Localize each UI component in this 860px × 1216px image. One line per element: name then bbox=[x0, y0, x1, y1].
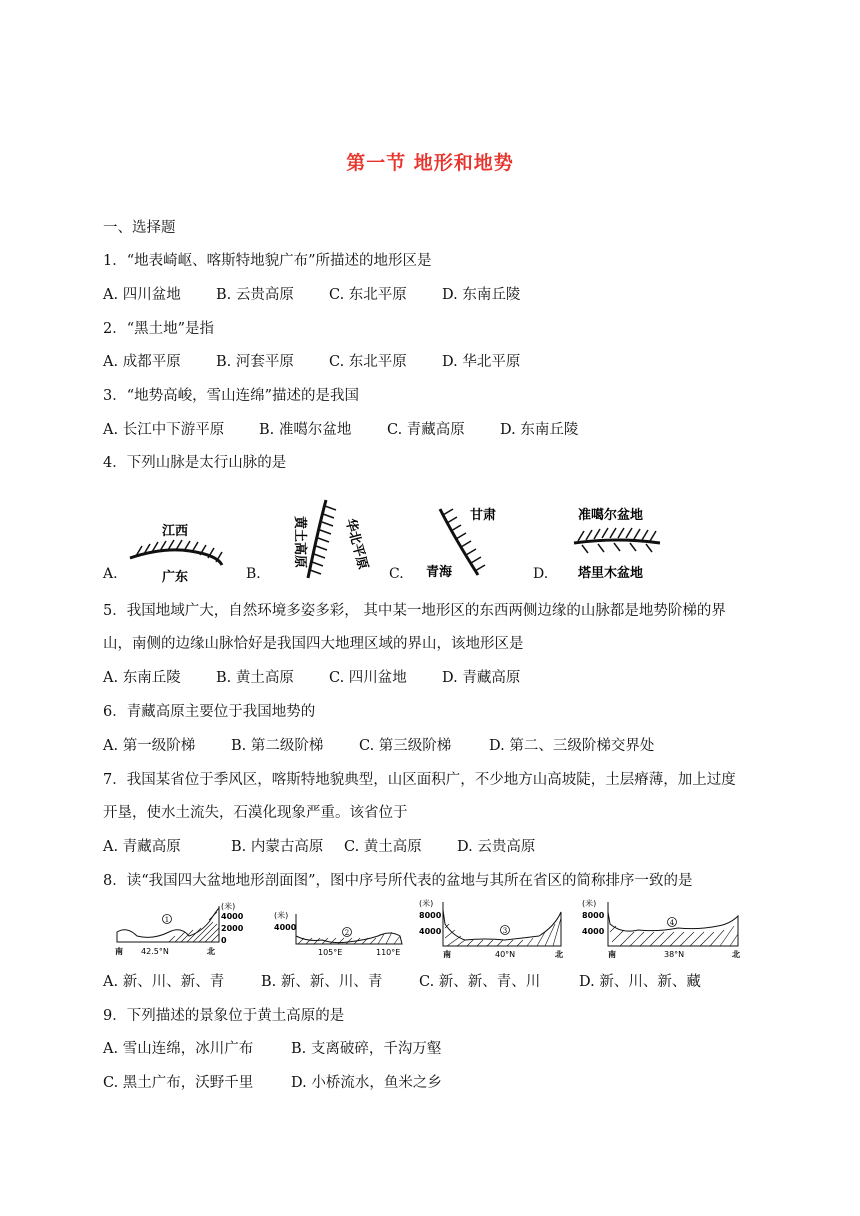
direction-label-south: 南 bbox=[443, 950, 451, 959]
option-c[interactable]: C. 新、新、青、川 bbox=[419, 974, 541, 990]
question-6-options bbox=[103, 736, 654, 756]
option-a[interactable]: A. 青藏高原 bbox=[103, 839, 181, 855]
question-7-options bbox=[103, 837, 535, 857]
option-a[interactable]: A. 四川盆地 bbox=[103, 287, 181, 303]
option-b[interactable]: B. 河套平原 bbox=[216, 354, 294, 370]
option-b[interactable]: B. 第二级阶梯 bbox=[231, 738, 324, 754]
question-1-options bbox=[103, 285, 520, 305]
basin-profile-2 bbox=[272, 910, 412, 958]
option-d[interactable]: D. 小桥流水，鱼米之乡 bbox=[291, 1075, 442, 1091]
map-label: 甘肃 bbox=[470, 508, 497, 523]
direction-label-north: 北 bbox=[555, 950, 563, 959]
question-5-options bbox=[103, 668, 520, 688]
option-b[interactable]: B. bbox=[246, 566, 261, 582]
option-d[interactable]: D. 青藏高原 bbox=[442, 670, 521, 686]
option-a[interactable]: A. bbox=[103, 566, 118, 582]
axis-tick-label: 2000 bbox=[221, 924, 244, 933]
question-9-stem: 9．下列描述的景象位于黄土高原的是 bbox=[103, 1008, 345, 1024]
q4-figure-b bbox=[274, 490, 374, 585]
q4-figure-a bbox=[118, 515, 238, 585]
section-heading: 一、选择题 bbox=[103, 220, 176, 236]
option-a[interactable]: A. 成都平原 bbox=[103, 354, 181, 370]
option-b[interactable]: B. 黄土高原 bbox=[216, 670, 294, 686]
question-5-stem-cont: 山，南侧的边缘山脉恰好是我国四大地理区域的界山，该地形区是 bbox=[103, 636, 524, 652]
direction-label-north: 北 bbox=[207, 947, 215, 956]
question-8-options bbox=[103, 972, 701, 992]
option-c[interactable]: C. 四川盆地 bbox=[329, 670, 407, 686]
page-title: 第一节 地形和地势 bbox=[346, 152, 514, 174]
option-c[interactable]: C. bbox=[389, 566, 404, 582]
profile-number-label: 1 bbox=[164, 916, 170, 924]
option-b[interactable]: B. 内蒙古高原 bbox=[231, 839, 324, 855]
mountain-ridge-line bbox=[308, 500, 326, 578]
option-b[interactable]: B. 新、新、川、青 bbox=[261, 974, 383, 990]
option-d[interactable]: D. 东南丘陵 bbox=[500, 422, 579, 438]
option-b[interactable]: B. 支离破碎，千沟万壑 bbox=[291, 1041, 442, 1057]
longitude-label: 110°E bbox=[376, 948, 401, 957]
option-a[interactable]: A. 第一级阶梯 bbox=[103, 738, 196, 754]
map-label: 塔里木盆地 bbox=[578, 566, 644, 581]
option-c[interactable]: C. 第三级阶梯 bbox=[359, 738, 452, 754]
question-9-options-row2 bbox=[103, 1073, 442, 1093]
option-d[interactable]: D. 东南丘陵 bbox=[442, 287, 521, 303]
question-7-stem-cont: 开垦，使水土流失，石漠化现象严重。该省位于 bbox=[103, 805, 408, 821]
question-3-options bbox=[103, 420, 578, 440]
map-label: 准噶尔盆地 bbox=[578, 508, 644, 523]
question-8-stem: 8．读“我国四大盆地地形剖面图”，图中序号所代表的盆地与其所在省区的简称排序一致的是 bbox=[103, 873, 693, 889]
question-2-options bbox=[103, 352, 520, 372]
option-a[interactable]: A. 新、川、新、青 bbox=[103, 974, 225, 990]
map-label bbox=[292, 516, 308, 568]
profile-number-label: 2 bbox=[344, 929, 350, 937]
option-d[interactable]: D. 华北平原 bbox=[442, 354, 521, 370]
option-d[interactable]: D. bbox=[533, 566, 549, 582]
basin-profile-4 bbox=[578, 898, 748, 960]
question-1-stem: 1．“地表崎岖、喀斯特地貌广布”所描述的地形区是 bbox=[103, 253, 432, 269]
map-label: 江西 bbox=[162, 524, 189, 539]
question-9-options-row1 bbox=[103, 1039, 441, 1059]
latitude-label: 38°N bbox=[664, 950, 685, 959]
option-d[interactable]: D. 新、川、新、藏 bbox=[579, 974, 701, 990]
map-label bbox=[342, 517, 371, 571]
profile-number-label: 4 bbox=[669, 919, 675, 927]
question-7-stem: 7．我国某省位于季风区，喀斯特地貌典型，山区面积广，不少地方山高坡陡，土层瘠薄，加上过度 bbox=[103, 772, 736, 788]
option-a[interactable]: A. 长江中下游平原 bbox=[103, 422, 225, 438]
mountain-ridge-line bbox=[574, 540, 660, 543]
question-3-stem: 3．“地势高峻，雪山连绵”描述的是我国 bbox=[103, 388, 360, 404]
question-4-stem: 4．下列山脉是太行山脉的是 bbox=[103, 455, 287, 471]
q4-figure-d bbox=[568, 503, 678, 585]
direction-label-north: 北 bbox=[732, 950, 740, 959]
option-d[interactable]: D. 云贵高原 bbox=[457, 839, 536, 855]
axis-unit-label: (米) bbox=[419, 899, 434, 908]
axis-tick-label: 4000 bbox=[419, 927, 442, 936]
axis-tick-label: 4000 bbox=[582, 927, 605, 936]
latitude-label: 42.5°N bbox=[141, 947, 169, 956]
axis-tick-label: 4000 bbox=[221, 912, 244, 921]
axis-tick-label: 8000 bbox=[582, 911, 605, 920]
axis-tick-label: 0 bbox=[221, 936, 227, 945]
question-6-stem: 6．青藏高原主要位于我国地势的 bbox=[103, 704, 316, 720]
profile-number-label: 3 bbox=[502, 927, 508, 935]
option-c[interactable]: C. 青藏高原 bbox=[387, 422, 465, 438]
axis-unit-label: (米) bbox=[582, 899, 597, 908]
axis-tick-label: 4000 bbox=[274, 923, 297, 932]
svg-text:黄土高原: 黄土高原 bbox=[292, 516, 307, 569]
option-b[interactable]: B. 准噶尔盆地 bbox=[259, 422, 352, 438]
basin-profile-1 bbox=[113, 902, 248, 962]
option-d[interactable]: D. 第二、三级阶梯交界处 bbox=[489, 738, 655, 754]
option-c[interactable]: C. 黄土高原 bbox=[344, 839, 422, 855]
longitude-label: 105°E bbox=[318, 948, 343, 957]
option-c[interactable]: C. 黑土广布，沃野千里 bbox=[103, 1075, 254, 1091]
map-label: 青海 bbox=[426, 565, 453, 580]
question-2-stem: 2．“黑土地”是指 bbox=[103, 321, 215, 337]
direction-label-south: 南 bbox=[115, 947, 123, 956]
option-a[interactable]: A. 雪山连绵，冰川广布 bbox=[103, 1041, 254, 1057]
axis-unit-label: (米) bbox=[274, 911, 289, 920]
axis-tick-label: 8000 bbox=[419, 911, 442, 920]
option-a[interactable]: A. 东南丘陵 bbox=[103, 670, 181, 686]
svg-text:华北平原: 华北平原 bbox=[342, 517, 371, 572]
basin-profile-3 bbox=[415, 898, 575, 960]
q4-figure-c bbox=[412, 497, 522, 587]
question-5-stem: 5．我国地域广大，自然环境多姿多彩， 其中某一地形区的东西两侧边缘的山脉都是地势阶梯的界 bbox=[103, 603, 726, 619]
option-c[interactable]: C. 东北平原 bbox=[329, 354, 407, 370]
map-label: 广东 bbox=[162, 570, 189, 585]
direction-label-south: 南 bbox=[608, 950, 616, 959]
axis-unit-label: (米) bbox=[221, 902, 236, 911]
latitude-label: 40°N bbox=[495, 950, 516, 959]
option-c[interactable]: C. 东北平原 bbox=[329, 287, 407, 303]
option-b[interactable]: B. 云贵高原 bbox=[216, 287, 294, 303]
